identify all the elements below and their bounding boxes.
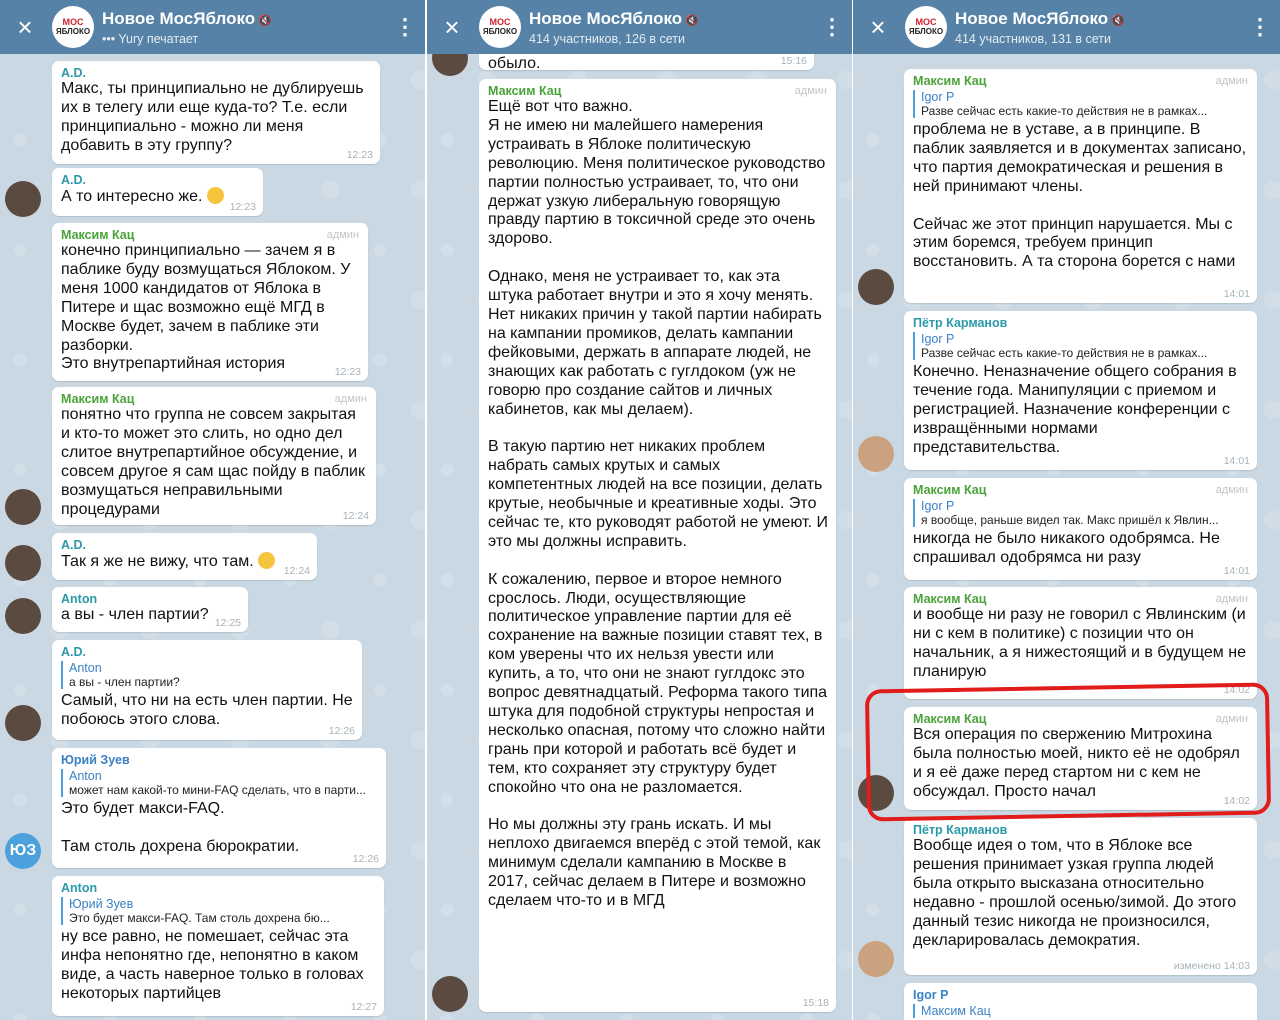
message-author: Максим Кац <box>913 74 987 88</box>
message-bubble[interactable] <box>479 79 836 1012</box>
reply-text: Разве сейчас есть какие-то действия не в рамках... <box>921 104 1208 118</box>
message-text: а вы - член партии? <box>61 606 209 623</box>
message-bubble[interactable] <box>52 533 317 580</box>
message-time: 12:26 <box>328 725 355 737</box>
message-time: 12:24 <box>283 565 310 577</box>
logo-text-bottom: ЯБЛОКО <box>55 27 91 36</box>
message-bubble[interactable] <box>52 876 384 1016</box>
message-time: 14:01 <box>1223 565 1250 577</box>
message-time: 12:23 <box>346 149 373 161</box>
mute-icon: 🔇 <box>258 14 272 27</box>
message-bubble[interactable] <box>52 640 362 740</box>
admin-badge: админ <box>794 85 827 97</box>
message-author: Максим Кац <box>61 392 135 406</box>
avatar[interactable] <box>5 705 41 741</box>
message-time: 15:16 <box>780 55 807 67</box>
message-bubble[interactable] <box>904 311 1257 470</box>
message-time: изменено 14:03 <box>1173 960 1250 972</box>
confused-emoji-icon <box>258 552 275 569</box>
message-bubble[interactable] <box>904 69 1257 303</box>
reply-text: Это будет макси-FAQ. Там столь дохрена бю... <box>69 911 330 925</box>
message-author: A.D. <box>61 645 86 659</box>
group-logo <box>52 6 94 48</box>
message-author: Пётр Карманов <box>913 316 1008 330</box>
message-time: 14:01 <box>1223 455 1250 467</box>
message-text: и вообще ни разу не говорил с Явлинским (и ни с кем в политике) с позиции что он начальник, а я нижестоящий и в будущем не планирую <box>913 606 1251 680</box>
message-text: Конечно. Неназначение общего собрания в течение года. Манипуляции с приемом и регистрацией. Назначение конференции с извращёнными нормами представительства. <box>913 363 1242 456</box>
message-text: Это будет макси-FAQ. Там столь дохрена бюрократии. <box>61 800 300 855</box>
group-subtitle: 414 участников, 131 в сети <box>955 31 1111 46</box>
group-title: Новое МосЯблоко 🔇 <box>102 8 272 28</box>
reply-quote[interactable] <box>913 1004 1249 1018</box>
logo-text-top: МОС <box>915 17 937 27</box>
mute-icon: 🔇 <box>685 14 699 27</box>
logo-text-bottom: ЯБЛОКО <box>482 27 518 36</box>
admin-badge: админ <box>1215 75 1248 87</box>
message-time: 14:02 <box>1223 795 1250 807</box>
reply-quote[interactable] <box>913 499 1249 527</box>
mute-icon: 🔇 <box>1111 14 1125 27</box>
message-bubble[interactable] <box>52 587 248 632</box>
reply-text: а вы - член партии? <box>69 675 180 689</box>
more-menu-icon[interactable]: ⋮ <box>1249 14 1271 39</box>
avatar[interactable] <box>432 976 468 1012</box>
chat-header <box>427 0 852 54</box>
reply-quote[interactable] <box>61 897 376 925</box>
reply-quote[interactable] <box>61 769 378 797</box>
admin-badge: админ <box>1215 484 1248 496</box>
message-author: A.D. <box>61 538 86 552</box>
message-text: Так я же не вижу, что там. <box>61 552 309 572</box>
chat-header <box>853 0 1280 54</box>
message-text: обыло. <box>488 55 541 72</box>
reply-text: Разве сейчас есть какие-то действия не в рамках... <box>921 346 1208 360</box>
reply-quote[interactable] <box>61 661 354 689</box>
message-author: A.D. <box>61 173 86 187</box>
message-text: никогда не было никакого одобрямса. Не спрашивал одобрямса ни разу <box>913 530 1225 566</box>
message-text: ну все равно, не помешает, сейчас эта инфа непонятно где, непонятно в каком виде, а часть наверное только в головах некоторых партийцев <box>61 928 369 1002</box>
message-time: 12:23 <box>229 201 256 213</box>
message-bubble[interactable] <box>904 818 1257 975</box>
close-icon[interactable]: × <box>444 12 460 42</box>
chat-panel-1 <box>0 0 425 1020</box>
reply-author: Anton <box>69 661 102 675</box>
message-bubble[interactable] <box>52 223 368 381</box>
message-bubble[interactable] <box>52 168 263 216</box>
avatar[interactable] <box>5 545 41 581</box>
reply-author: Максим Кац <box>921 1004 991 1018</box>
close-icon[interactable]: × <box>17 12 33 42</box>
admin-badge: админ <box>334 393 367 405</box>
message-bubble[interactable] <box>904 478 1257 580</box>
reply-author: Юрий Зуев <box>69 897 134 911</box>
message-author: Anton <box>61 881 98 895</box>
close-icon[interactable]: × <box>870 12 886 42</box>
admin-badge: админ <box>326 229 359 241</box>
chat-panel-2 <box>427 0 852 1020</box>
avatar[interactable] <box>5 598 41 634</box>
message-bubble[interactable] <box>52 61 380 164</box>
group-title: Новое МосЯблоко 🔇 <box>529 8 699 28</box>
group-logo <box>905 6 947 48</box>
message-time: 12:24 <box>342 510 369 522</box>
admin-badge: админ <box>1215 593 1248 605</box>
avatar[interactable] <box>5 489 41 525</box>
message-text: понятно что группа не совсем закрытая и кто-то может это слить, но одно дел слитое внутрепартийное обсуждение, и совсем другое я сам щас пойду в паблик возмущаться неправильными процедурами <box>61 406 370 518</box>
message-author: Anton <box>61 592 98 606</box>
message-author: Максим Кац <box>488 84 562 98</box>
reply-text: может нам какой-то мини-FAQ сделать, что в парти... <box>69 783 366 797</box>
reply-author: Igor P <box>921 499 955 513</box>
message-bubble[interactable] <box>52 387 376 525</box>
smile-emoji-icon <box>207 187 224 204</box>
reply-text: я вообще, раньше видел так. Макс пришёл к Явлин... <box>921 513 1219 527</box>
message-text: Макс, ты принципиально не дублируешь их в телегу или еще куда-то? Т.е. если принципиально - можно ли меня добавить в эту группу? <box>61 80 369 154</box>
message-time: 14:02 <box>1223 684 1250 696</box>
message-time: 12:25 <box>214 617 241 629</box>
more-menu-icon[interactable]: ⋮ <box>394 14 416 39</box>
message-text: Вообще идея о том, что в Яблоке все решения принимает узкая группа людей была открыто высказана относительно недавно - прошлой осенью/зимой. До этого данный тезис никогда не произносился, декларировалась демократия. <box>913 837 1241 949</box>
reply-author: Igor P <box>921 90 955 104</box>
message-author: Пётр Карманов <box>913 823 1008 837</box>
message-author: Igor P <box>913 988 949 1002</box>
avatar[interactable] <box>858 436 894 472</box>
group-title: Новое МосЯблоко 🔇 <box>955 8 1125 28</box>
message-author: Максим Кац <box>913 712 987 726</box>
chat-panel-3 <box>853 0 1280 1020</box>
message-text: проблема не в уставе, а в принципе. В паблик заявляется и в документах записано, что партия демократическая и решения в ней принимают члены. Сейчас же этот принцип нарушается. Мы с этим боремся, требуем принцип восстановить. А та сторона борется с нами <box>913 121 1247 271</box>
avatar[interactable] <box>5 181 41 217</box>
reply-quote[interactable] <box>913 332 1249 360</box>
message-time: 12:26 <box>352 853 379 865</box>
message-author: Максим Кац <box>61 228 135 242</box>
message-text: А то интересно же. <box>61 187 255 207</box>
message-time: 14:01 <box>1223 288 1250 300</box>
logo-text-bottom: ЯБЛОКО <box>908 27 944 36</box>
message-time: 12:23 <box>334 366 361 378</box>
message-author: Максим Кац <box>913 592 987 606</box>
message-text: конечно принципиально — зачем я в паблике буду возмущаться Яблоком. У меня 1000 кандидатов от Яблока в Питере и щас возможно ещё МГД в Москве будет, зачем в паблике эти разборки. Это внутрепартийная история <box>61 242 351 373</box>
message-author: Юрий Зуев <box>61 753 130 767</box>
logo-text-top: МОС <box>489 17 511 27</box>
message-text: Вся операция по свержению Митрохина была полностью моей, никто её не одобрял и я её даже перед стартом ни с кем не обсуждал. Просто начал <box>913 726 1245 800</box>
more-menu-icon[interactable]: ⋮ <box>821 14 843 39</box>
avatar[interactable] <box>858 941 894 977</box>
avatar[interactable]: ЮЗ <box>5 833 41 869</box>
message-bubble[interactable] <box>52 748 386 868</box>
message-bubble[interactable] <box>904 587 1257 699</box>
group-subtitle: ••• Yury печатает <box>102 31 199 46</box>
message-author: A.D. <box>61 66 86 80</box>
group-subtitle: 414 участников, 126 в сети <box>529 31 685 46</box>
group-logo <box>479 6 521 48</box>
message-time: 12:27 <box>350 1001 377 1013</box>
reply-quote[interactable] <box>913 90 1249 118</box>
reply-author: Anton <box>69 769 102 783</box>
message-text: Самый, что ни на есть член партии. Не побоюсь этого слова. <box>61 692 358 728</box>
message-bubble[interactable] <box>904 983 1257 1020</box>
avatar[interactable] <box>858 269 894 305</box>
logo-text-top: МОС <box>62 17 84 27</box>
highlight-outline <box>865 682 1271 821</box>
admin-badge: админ <box>1215 713 1248 725</box>
message-text: Ещё вот что важно. Я не имею ни малейшего намерения устраивать в Яблоке политическую революцию. Меня политическое руководство партии полностью устраивает, то, что они держат узкую либеральную говорящую правду партию в токсичной среде это очень здорово. Однако, меня не устраивает то, как эта штука работает внутри и это я хочу менять. Нет никаких причин у такой партии набирать на кампании промиков, делать кампании фейковыми, держать в аппарате людей, не знающих как работать с гуглдоком (уж не говорю про создание сайтов и личных кабинетов, как мы делаем). В такую партию нет никаких проблем набрать самых крутых и самых компетентных людей на все позиции, делать крутые, необычные и креативные ходы. Это сейчас те, кто руководят работой не умеют. И это мы должны исправить. К сожалению, первое и второе немного срослось. Люди, осуществляющие политическое управление партии для её сохранение на важные позиции ставят тех, в ком уверены что их нельзя увести или купить, а то, что они не знают гуглдокс это вопрос девятнадцатый. Реформа такого типа штука для подобной структуры непростая и несколько опасная, потому что сложно найти грань при которой и работать всё будет и тем, кто сохраняет эту структуру будет спокойно что она не разломается. Но мы должны эту грань искать. И мы неплохо двигаемся вперёд с этой темой, как минимум сделали кампанию в Москве в 2017, сейчас делаем в Питере и возможно сделаем что-то и в МГД <box>488 98 828 910</box>
message-time: 15:18 <box>802 997 829 1009</box>
message-author: Максим Кац <box>913 483 987 497</box>
reply-author: Igor P <box>921 332 955 346</box>
chat-header <box>0 0 425 54</box>
